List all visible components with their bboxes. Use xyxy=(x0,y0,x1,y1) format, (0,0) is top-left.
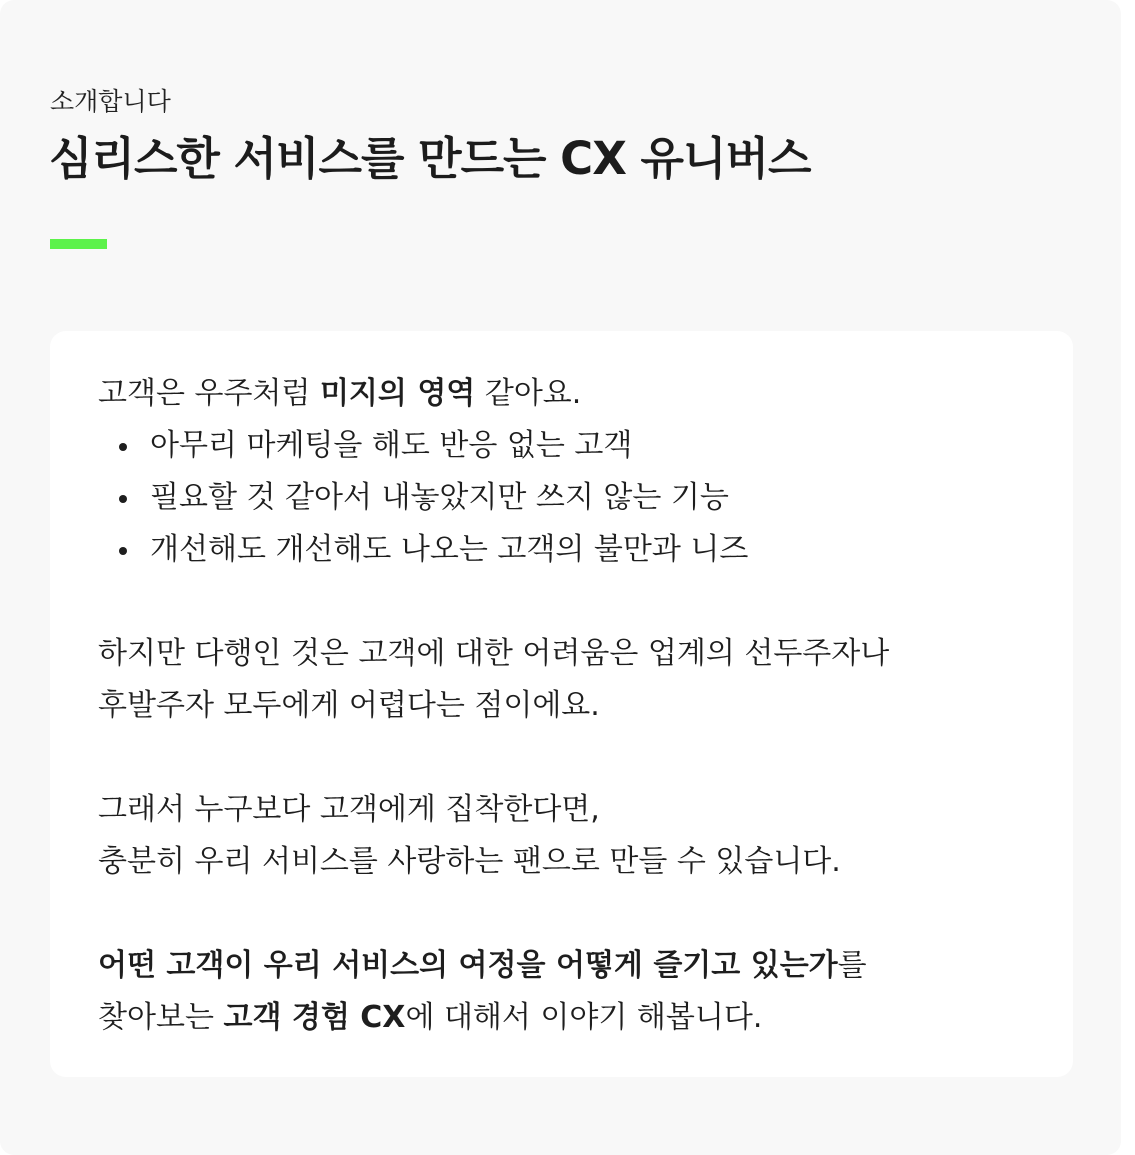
cx-highlight: 고객 경험 CX xyxy=(223,1000,406,1035)
paragraph-4-highlight: 어떤 고객이 우리 서비스의 여정을 어떻게 즐기고 있는가 xyxy=(98,948,838,983)
paragraph-spacer xyxy=(98,732,1033,784)
paragraph-4-line-2-pre: 찾아보는 xyxy=(98,1000,224,1035)
intro-sentence xyxy=(98,368,1033,420)
paragraph-3-line-2: 충분히 우리 서비스를 사랑하는 팬으로 만들 수 있습니다. xyxy=(98,844,841,879)
paragraph-spacer xyxy=(98,888,1033,940)
paragraph-2-line-2: 후발주자 모두에게 어렵다는 점이에요. xyxy=(98,688,600,723)
intro-sentence-bold: 미지의 영역 xyxy=(319,376,476,411)
paragraph-2-line-1: 하지만 다행인 것은 고객에 대한 어려움은 업계의 선두주자나 xyxy=(98,636,890,671)
paragraph-4-line-2-post: 에 대해서 이야기 해봅니다. xyxy=(405,1000,763,1035)
paragraph-4-line-2 xyxy=(98,992,1033,1044)
paragraph-4-line-1 xyxy=(98,940,1033,992)
pain-point-list xyxy=(98,420,1033,576)
paragraph-3-line-1: 그래서 누구보다 고객에게 집착한다면, xyxy=(98,792,600,827)
title-accent-bar xyxy=(50,239,107,249)
intro-card xyxy=(50,331,1073,1077)
intro-sentence-pre: 고객은 우주처럼 xyxy=(98,376,320,411)
pain-point-item: 아무리 마케팅을 해도 반응 없는 고객 xyxy=(150,420,1033,472)
pain-point-item: 개선해도 개선해도 나오는 고객의 불만과 니즈 xyxy=(150,524,1033,576)
pain-point-item: 필요할 것 같아서 내놓았지만 쓰지 않는 기능 xyxy=(150,472,1033,524)
paragraph-4-line-1-tail: 를 xyxy=(837,948,867,983)
paragraph-spacer xyxy=(98,576,1033,628)
intro-sentence-post: 같아요. xyxy=(475,376,582,411)
eyebrow-label: 소개합니다 xyxy=(50,87,171,116)
page-title: 심리스한 서비스를 만드는 CX 유니버스 xyxy=(49,132,811,185)
